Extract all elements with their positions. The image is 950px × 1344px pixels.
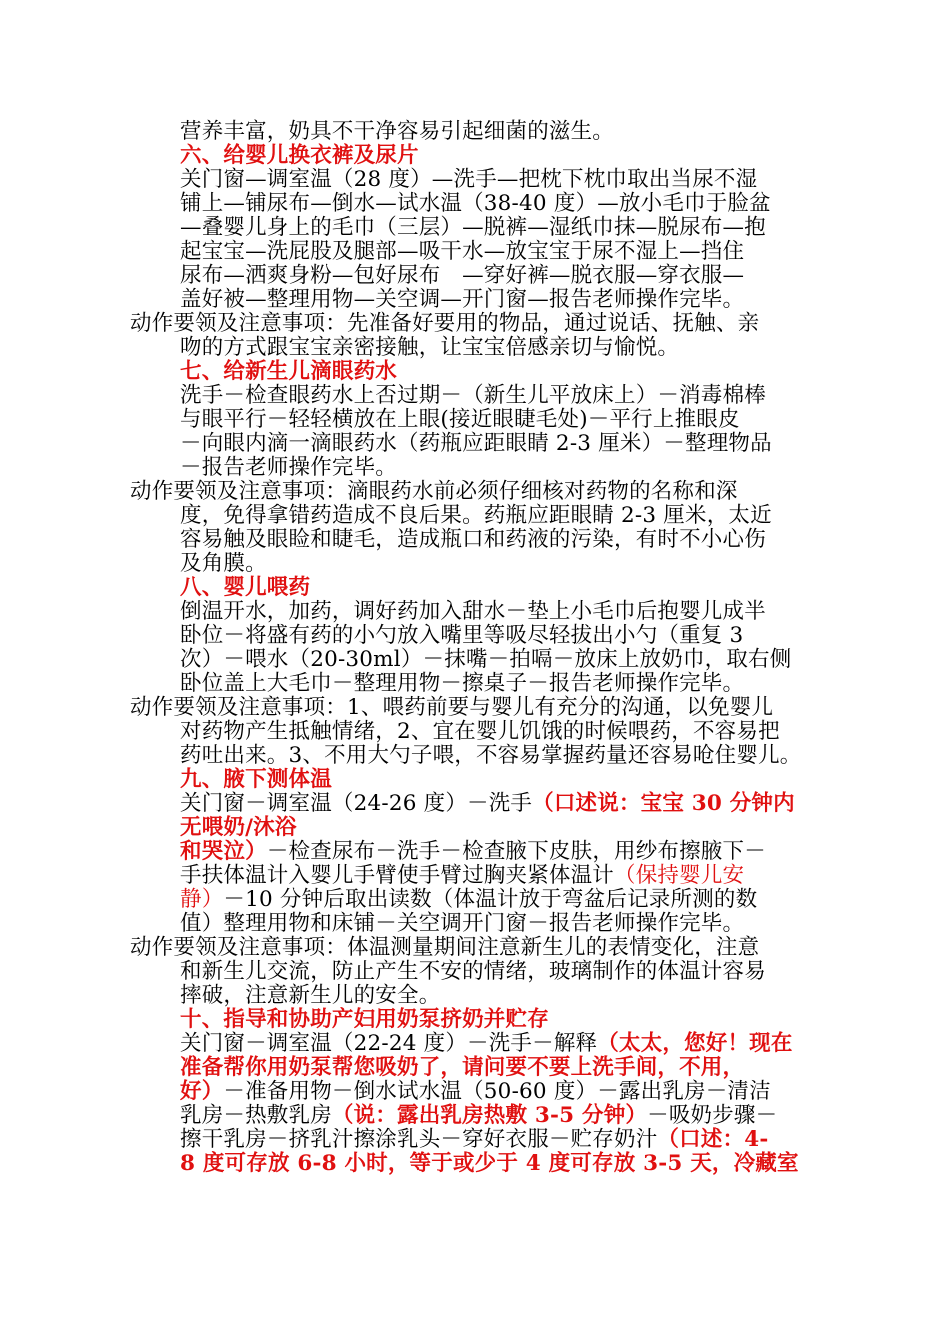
text-segment: 关门窗－调室温（24-26 度）－洗手	[180, 791, 533, 816]
spoken-note: 静）	[180, 887, 224, 912]
spoken-note: 准备帮你用奶泵帮您吸奶了，请问要不要上洗手间，不用，	[180, 1055, 745, 1080]
text-line: 起宝宝—洗屁股及腿部—吸干水—放宝宝于尿不湿上—挡住	[180, 239, 745, 264]
section-heading-9: 九、腋下测体温	[180, 767, 332, 792]
text-line	[180, 1080, 771, 1104]
spoken-note: （说：露出乳房热敷 3-5 分钟）	[331, 1103, 648, 1128]
text-line	[180, 1128, 769, 1152]
text-line: 铺上—铺尿布—倒水—试水温（38-40 度）—放小毛巾于脸盆	[180, 191, 771, 216]
section-heading-7: 七、给新生儿滴眼药水	[180, 359, 398, 384]
notes-line: 动作要领及注意事项：体温测量期间注意新生儿的表情变化，注意	[130, 935, 760, 960]
text-segment: －检查尿布－洗手－检查腋下皮肤，用纱布擦腋下－	[266, 839, 766, 864]
text-segment: 擦干乳房－挤乳汁擦涂乳头－穿好衣服－贮存奶汁	[180, 1127, 658, 1152]
section-heading-8: 八、婴儿喂药	[180, 575, 311, 600]
text-line: 洗手－检查眼药水上否过期－（新生儿平放床上）－消毒棉棒	[180, 383, 766, 408]
text-line	[180, 792, 795, 816]
notes-line: 动作要领及注意事项：滴眼药水前必须仔细核对药物的名称和深	[130, 479, 738, 504]
spoken-note: （保持婴儿安	[614, 863, 745, 888]
text-line: －报告老师操作完毕。	[180, 455, 398, 480]
text-line: 卧位－将盛有药的小勺放入嘴里等吸尽轻拔出小勺（重复 3	[180, 623, 744, 648]
text-segment: 手扶体温计入婴儿手臂使手臂过胸夹紧体温计	[180, 863, 615, 888]
notes-line: 动作要领及注意事项：先准备好要用的物品，通过说话、抚触、亲	[130, 311, 760, 336]
spoken-note: 和哭泣）	[180, 839, 267, 864]
text-line: 值）整理用物和床铺－关空调开门窗－报告老师操作完毕。	[180, 911, 745, 936]
text-line: 尿布—洒爽身粉—包好尿布 —穿好裤—脱衣服—穿衣服—	[180, 263, 745, 288]
text-line: －向眼内滴一滴眼药水（药瓶应距眼睛 2-3 厘米）－整理物品	[180, 431, 772, 456]
spoken-note: （口述：4-	[657, 1127, 769, 1152]
text-line: 盖好被—整理用物—关空调—开门窗—报告老师操作完毕。	[180, 287, 745, 312]
text-line: 倒温开水，加药，调好药加入甜水－垫上小毛巾后抱婴儿成半	[180, 599, 766, 624]
text-line: —叠婴儿身上的毛巾（三层）—脱裤—湿纸巾抹—脱尿布—抱	[180, 215, 766, 240]
text-line	[180, 1032, 793, 1056]
notes-line: 药吐出来。3、不用大勺子喂，不容易掌握药量还容易呛住婴儿。	[180, 743, 802, 768]
spoken-note: （口述说：宝宝 30 分钟内	[532, 791, 795, 816]
text-line	[180, 840, 766, 864]
text-line	[180, 864, 744, 888]
notes-line: 对药物产生抵触情绪，2、宜在婴儿饥饿的时候喂药，不容易把	[180, 719, 780, 744]
text-line: 卧位盖上大毛巾－整理用物－擦桌子－报告老师操作完毕。	[180, 671, 745, 696]
text-line	[180, 1104, 777, 1128]
notes-line: 和新生儿交流，防止产生不安的情绪，玻璃制作的体温计容易	[180, 959, 766, 984]
text-line: 与眼平行－轻轻横放在上眼(接近眼睫毛处)－平行上推眼皮	[180, 407, 740, 432]
text-line: 关门窗—调室温（28 度）—洗手—把枕下枕巾取出当尿不湿	[180, 167, 758, 192]
notes-line: 及角膜。	[180, 551, 267, 576]
text-line: 营养丰富，奶具不干净容易引起细菌的滋生。	[180, 119, 615, 144]
spoken-note: 8 度可存放 6-8 小时，等于或少于 4 度可存放 3-5 天，冷藏室	[180, 1151, 799, 1176]
text-line: 次）－喂水（20-30ml）－抹嘴－拍嗝－放床上放奶巾，取右侧	[180, 647, 792, 672]
text-segment: －吸奶步骤－	[647, 1103, 778, 1128]
spoken-note: 好）	[180, 1079, 224, 1104]
notes-line: 吻的方式跟宝宝亲密接触，让宝宝倍感亲切与愉悦。	[180, 335, 680, 360]
text-segment: 乳房－热敷乳房	[180, 1103, 332, 1128]
text-segment: －10 分钟后取出读数（体温计放于弯盆后记录所测的数	[223, 887, 758, 912]
text-segment: 关门窗－调室温（22-24 度）－洗手－解释	[180, 1031, 598, 1056]
section-heading-6: 六、给婴儿换衣裤及尿片	[180, 143, 419, 168]
notes-line: 摔破，注意新生儿的安全。	[180, 983, 441, 1008]
spoken-note: （太太，您好！现在	[597, 1031, 793, 1056]
notes-line: 动作要领及注意事项：1、喂药前要与婴儿有充分的沟通，以免婴儿	[130, 695, 774, 720]
notes-line: 容易触及眼睑和睫毛，造成瓶口和药液的污染，有时不小心伤	[180, 527, 766, 552]
text-segment: －准备用物－倒水试水温（50-60 度）－露出乳房－清洁	[223, 1079, 771, 1104]
section-heading-10: 十、指导和协助产妇用奶泵挤奶并贮存	[180, 1007, 549, 1032]
text-line	[180, 888, 757, 912]
notes-line: 度，免得拿错药造成不良后果。药瓶应距眼睛 2-3 厘米，太近	[180, 503, 772, 528]
spoken-note: 无喂奶/沐浴	[180, 815, 297, 840]
